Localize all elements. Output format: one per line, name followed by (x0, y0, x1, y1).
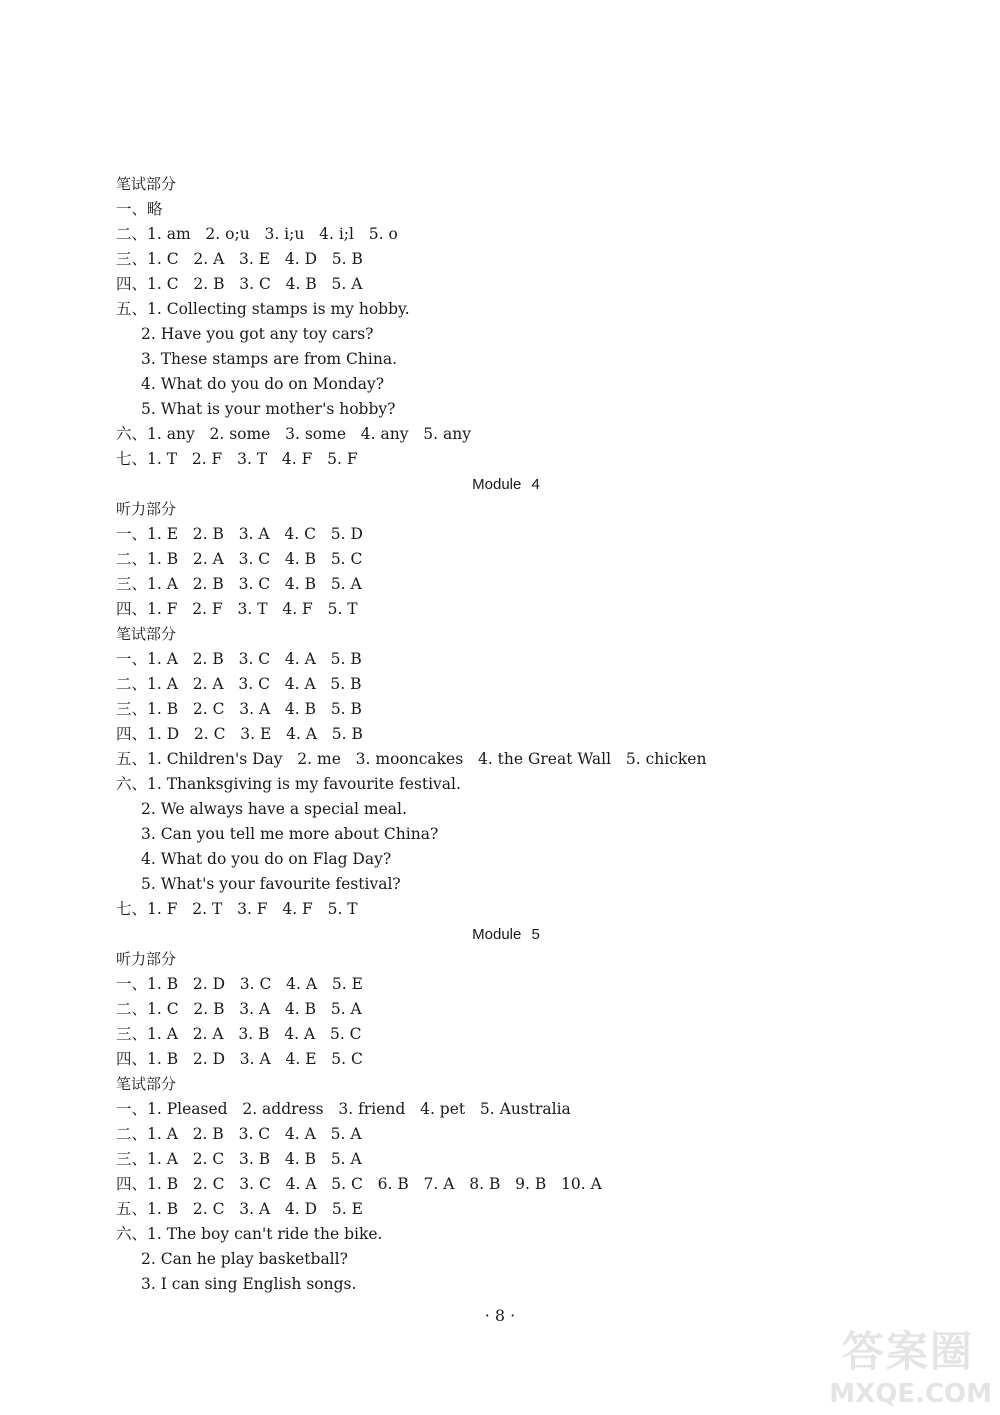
answer-line: 一、1. E 2. B 3. A 4. C 5. D (116, 525, 363, 543)
watermark-chinese-text: 答案圈 (841, 1327, 974, 1376)
section-heading: 笔试部分 (116, 175, 177, 193)
answer-line: 2. Can he play basketball? (141, 1250, 348, 1268)
answer-line: 三、1. A 2. A 3. B 4. A 5. C (116, 1025, 362, 1043)
answer-line: 4. What do you do on Monday? (141, 375, 385, 393)
answer-key-content (116, 172, 876, 1297)
answer-line: 二、1. B 2. A 3. C 4. B 5. C (116, 550, 363, 568)
answer-line: 五、1. B 2. C 3. A 4. D 5. E (116, 1200, 363, 1218)
answer-line: 2. Have you got any toy cars? (141, 325, 374, 343)
answer-line: 五、1. Collecting stamps is my hobby. (116, 300, 410, 318)
page-number: · 8 · (484, 1306, 516, 1325)
answer-line: 三、1. C 2. A 3. E 4. D 5. B (116, 250, 363, 268)
section-heading: 听力部分 (116, 500, 177, 518)
answer-line: 五、1. Children's Day 2. me 3. mooncakes 4. the Great Wall 5. chicken (116, 750, 707, 768)
answer-line: 二、1. am 2. o;u 3. i;u 4. i;l 5. o (116, 225, 398, 243)
answer-line: 六、1. The boy can't ride the bike. (116, 1225, 383, 1243)
answer-line: 4. What do you do on Flag Day? (141, 850, 392, 868)
answer-line: 四、1. D 2. C 3. E 4. A 5. B (116, 725, 363, 743)
answer-line: 2. We always have a special meal. (141, 800, 407, 818)
watermark-site-text: MXQE.COM (829, 1379, 992, 1409)
watermark-logo (822, 1319, 992, 1409)
answer-line: 一、略 (116, 200, 163, 218)
module-heading: Module 4 (472, 476, 540, 493)
answer-line: 5. What's your favourite festival? (141, 875, 401, 893)
answer-line: 3. These stamps are from China. (141, 350, 397, 368)
answer-line: 四、1. F 2. F 3. T 4. F 5. T (116, 600, 358, 618)
answer-line: 二、1. A 2. B 3. C 4. A 5. A (116, 1125, 362, 1143)
section-heading: 听力部分 (116, 950, 177, 968)
answer-line: 二、1. A 2. A 3. C 4. A 5. B (116, 675, 362, 693)
answer-line: 三、1. A 2. B 3. C 4. B 5. A (116, 575, 362, 593)
answer-line: 四、1. B 2. D 3. A 4. E 5. C (116, 1050, 363, 1068)
answer-line: 六、1. any 2. some 3. some 4. any 5. any (116, 425, 471, 443)
answer-line: 5. What is your mother's hobby? (141, 400, 396, 418)
answer-line: 四、1. C 2. B 3. C 4. B 5. A (116, 275, 363, 293)
answer-line: 四、1. B 2. C 3. C 4. A 5. C 6. B 7. A 8. B 9. B 10. A (116, 1175, 602, 1193)
answer-line: 二、1. C 2. B 3. A 4. B 5. A (116, 1000, 362, 1018)
answer-line: 一、1. B 2. D 3. C 4. A 5. E (116, 975, 363, 993)
answer-line: 3. I can sing English songs. (141, 1275, 357, 1293)
section-heading: 笔试部分 (116, 625, 177, 643)
answer-line: 六、1. Thanksgiving is my favourite festival. (116, 775, 461, 793)
answer-line: 一、1. Pleased 2. address 3. friend 4. pet 5. Australia (116, 1100, 571, 1118)
section-heading: 笔试部分 (116, 1075, 177, 1093)
answer-line: 一、1. A 2. B 3. C 4. A 5. B (116, 650, 362, 668)
answer-line: 三、1. A 2. C 3. B 4. B 5. A (116, 1150, 362, 1168)
answer-line: 七、1. T 2. F 3. T 4. F 5. F (116, 450, 358, 468)
module-heading: Module 5 (472, 926, 540, 943)
answer-line: 3. Can you tell me more about China? (141, 825, 439, 843)
answer-line: 七、1. F 2. T 3. F 4. F 5. T (116, 900, 358, 918)
answer-line: 三、1. B 2. C 3. A 4. B 5. B (116, 700, 362, 718)
